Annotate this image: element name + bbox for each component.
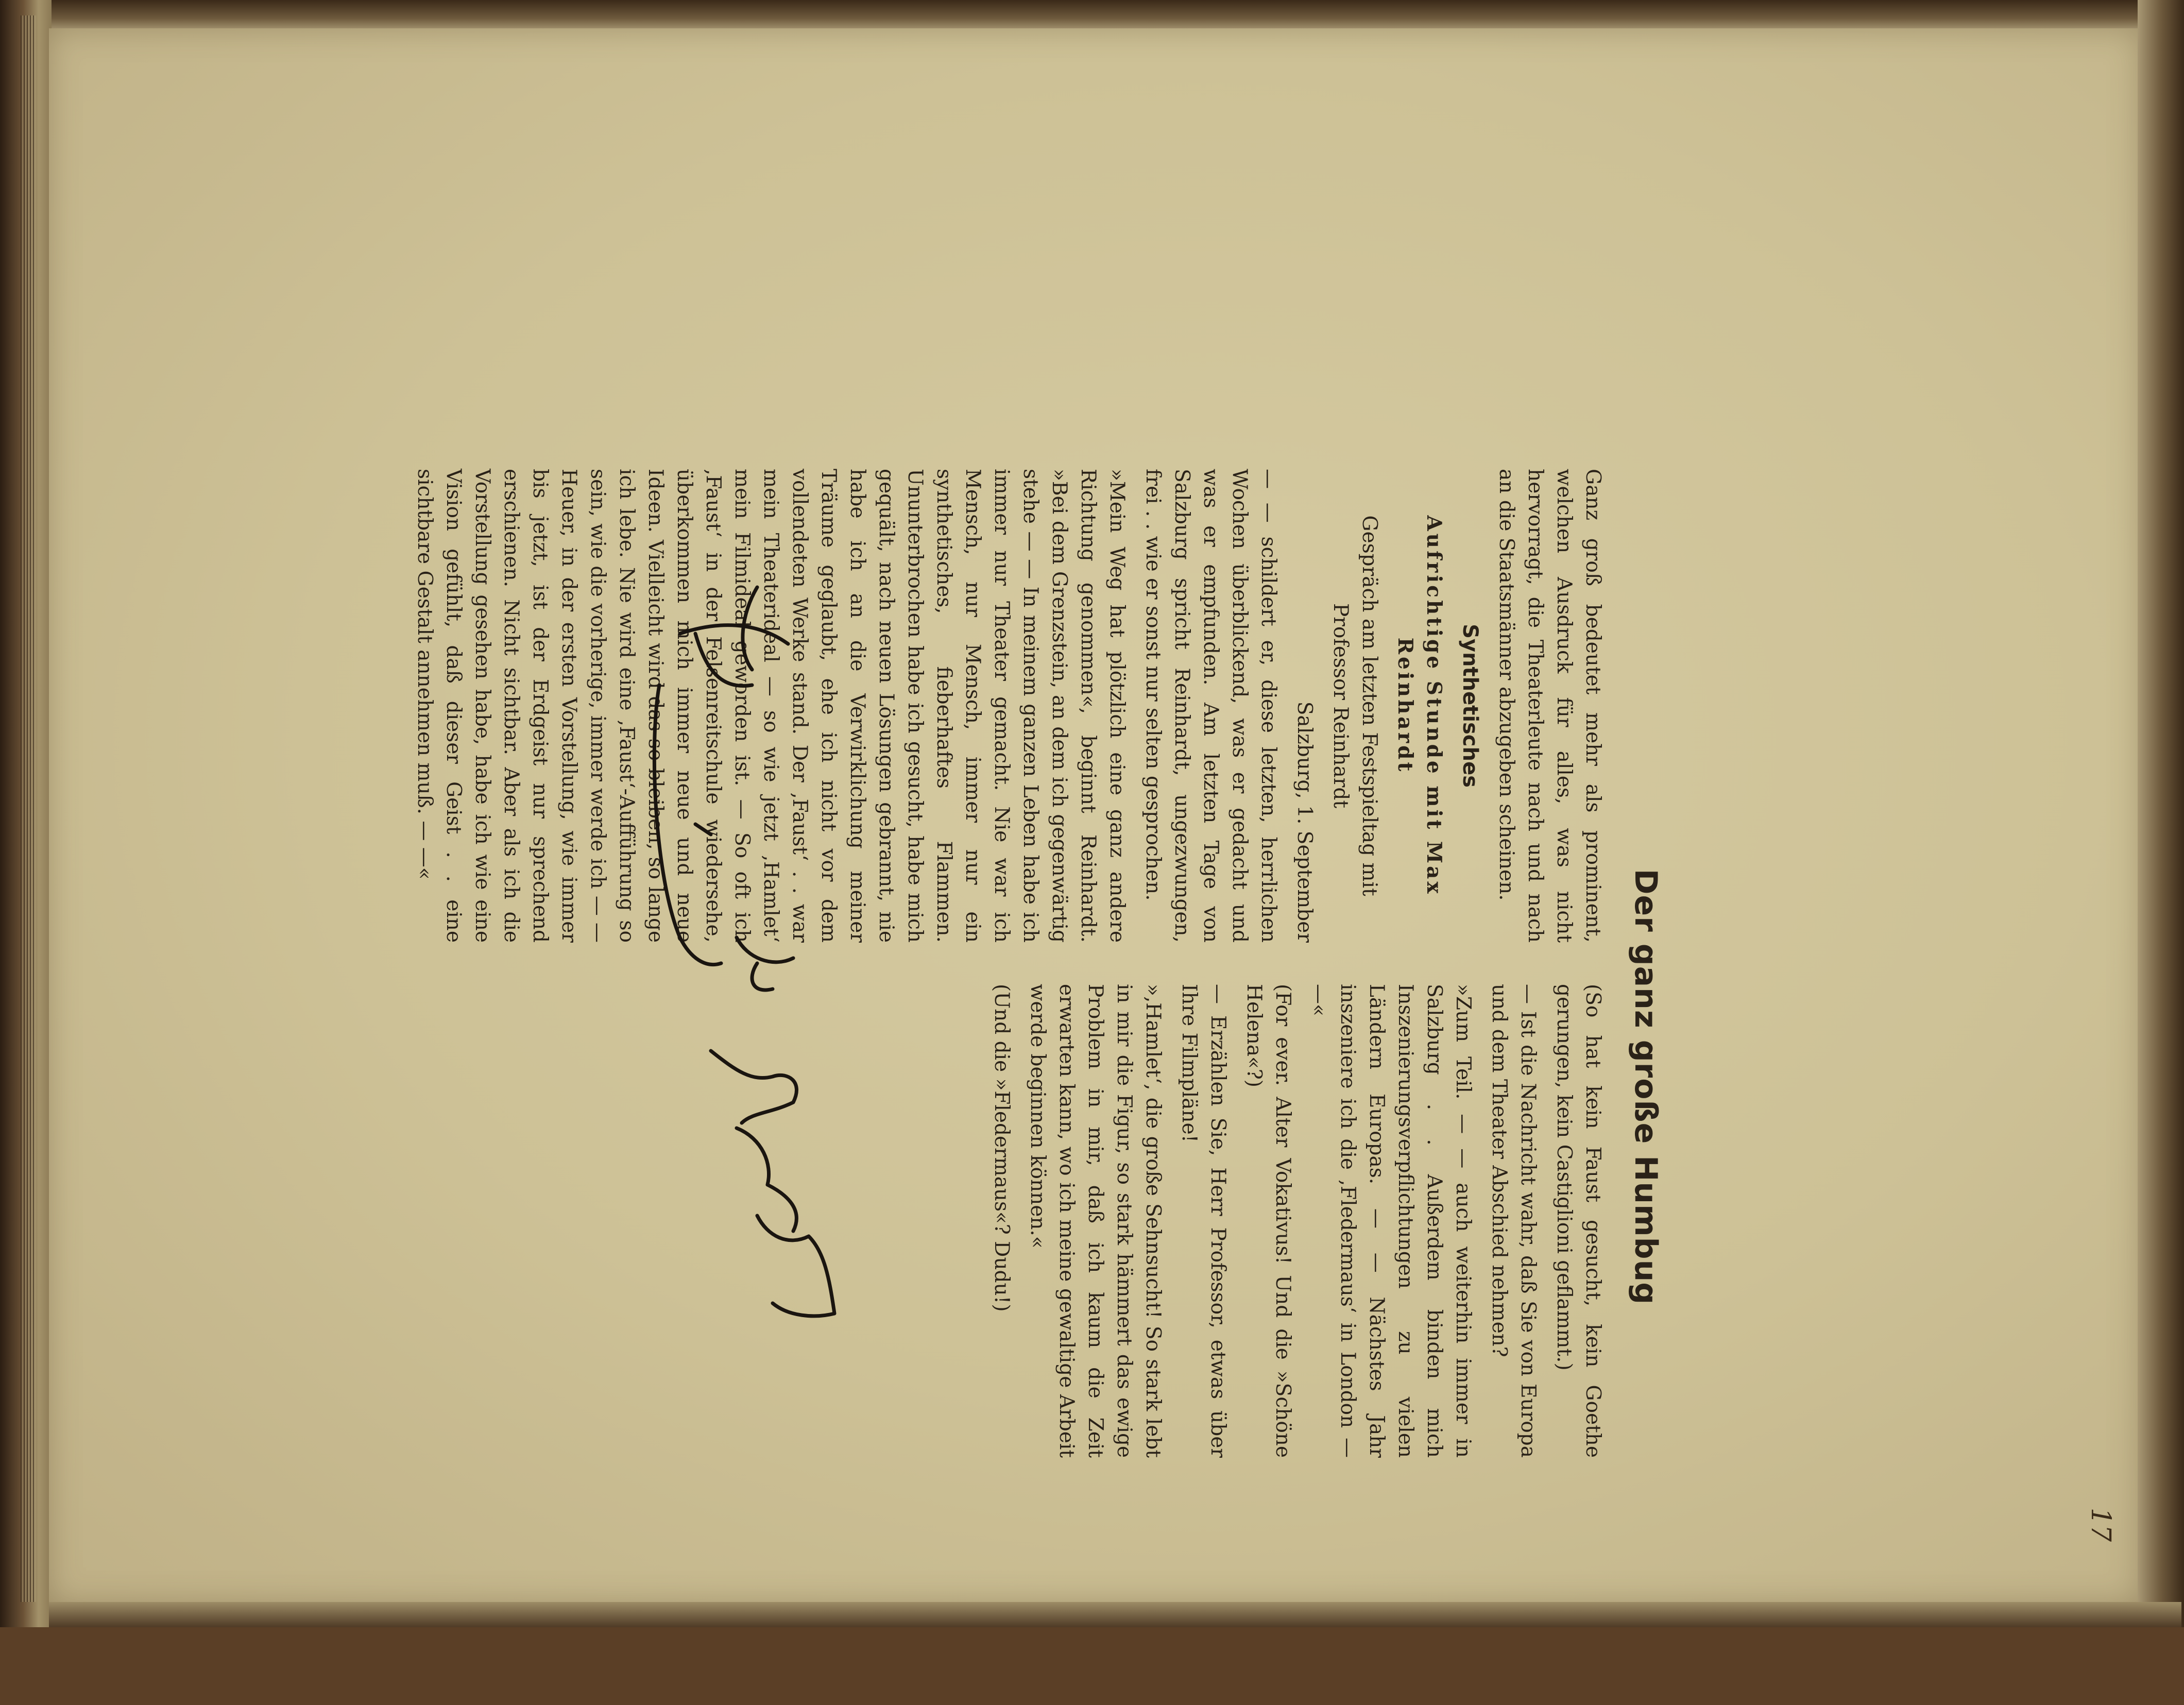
handwriting-icon [618, 567, 876, 1339]
page-top-edge [49, 0, 2181, 31]
body-paragraph: »Mein Weg hat plötzlich eine ganz andere Richtung genommen«, beginnt Reinhardt. »Bei dem Grenzstein, an dem ich gegenwärtig stehe — — In meinem ganzen Leben habe ich immer nur Theater gemacht. Nie war ich Mensch, nur Mensch, immer nur ein synthetisches, fieberhaftes Flammen. Ununterbrochen habe ich gesucht, habe mich gequält, nach neuen Lösungen gebrannt, nie habe ich an die Verwirklichung meiner Träume geglaubt, ehe ich nicht vor dem vollendeten Werke stand. Der ‚Faust‘ . . war mein Theaterideal — so wie jetzt ‚Hamlet‘ mein Filmideal geworden ist. — So oft ich ‚Faust‘ in der Felsenreitschule wiedersehe, überkommen mich immer neue und neue Ideen. Vielleicht wird das so bleiben, so lange ich lebe. Nie wird eine ‚Faust‘-Aufführung so sein, wie die vorherige, immer werde ich — — Heuer, in der ersten Vorstellung, wie immer bis jetzt, ist der Erdgeist nur sprechend erschienen. Nicht sichtbar. Aber als ich die Vorstellung gesehen habe, habe ich wie eine Vision gefühlt, daß dieser Geist . . eine sichtbare Gestalt annehmen muß. — —« [413, 469, 1129, 943]
body-paragraph: — Ist die Nachricht wahr, daß Sie von Europa und dem Theater Abschied nehmen? [1488, 984, 1540, 1458]
rotated-article [345, 469, 1664, 1705]
page-number: 17 [2085, 1507, 2117, 1542]
article-title: Der ganz große Humbug [1628, 868, 1664, 1305]
body-paragraph: (So hat kein Faust gesucht, kein Goethe gerungen, kein Castiglioni geflammt.) [1552, 984, 1605, 1458]
page-stack-lines [21, 15, 36, 1602]
article-column-2 [980, 984, 1607, 1458]
body-paragraph: — Erzählen Sie, Herr Professor, etwas über Ihre Filmpläne! [1178, 984, 1230, 1458]
dateline: Salzburg, 1. September [1293, 701, 1316, 943]
intro-paragraph: Ganz groß bedeutet mehr als prominent, welchen Ausdruck für alles, was nicht hervorragt, die Theaterleute nach und nach an die Staatsmänner abzugeben scheinen. [1495, 469, 1605, 943]
article-subline: Gespräch am letzten Festspieltag mit Professor Reinhardt [1329, 515, 1381, 896]
section-heading: Synthetisches [1458, 624, 1482, 788]
body-paragraph: »Zum Teil. — — auch weiterhin immer in Salzburg . . Außerdem binden mich Inszenierungsverpflichtungen zu vielen Ländern Europas. — — Nächstes Jahr inszeniere ich die ‚Fledermaus‘ in London — —« [1307, 984, 1475, 1458]
article-column-1 [403, 469, 1607, 943]
handwritten-annotation [618, 567, 876, 1339]
body-paragraph: (Und die »Fledermaus«? Dudu!) [990, 984, 1013, 1312]
article-subheading: Aufrichtige Stunde mit Max Reinhardt [1393, 515, 1446, 896]
body-paragraph: — — schildert er, diese letzten, herrlichen Wochen überblickend, was er gedacht und was er empfunden. Am letzten Tage von Salzburg spricht Reinhardt, ungezwungen, frei . . wie er sonst nur selten gesprochen. [1141, 469, 1280, 943]
body-paragraph: (For ever. Alter Vokativus! Und die »Schöne Helena«?) [1242, 984, 1294, 1458]
body-paragraph: »‚Hamlet‘, die große Sehnsucht! So stark lebt in mir die Figur, so stark hämmert das ewige Problem in mir, daß ich kaum die Zeit erwarten kann, wo ich meine gewaltige Arbeit werde beginnen können.« [1026, 984, 1165, 1458]
page-right-edge [2138, 0, 2184, 1627]
